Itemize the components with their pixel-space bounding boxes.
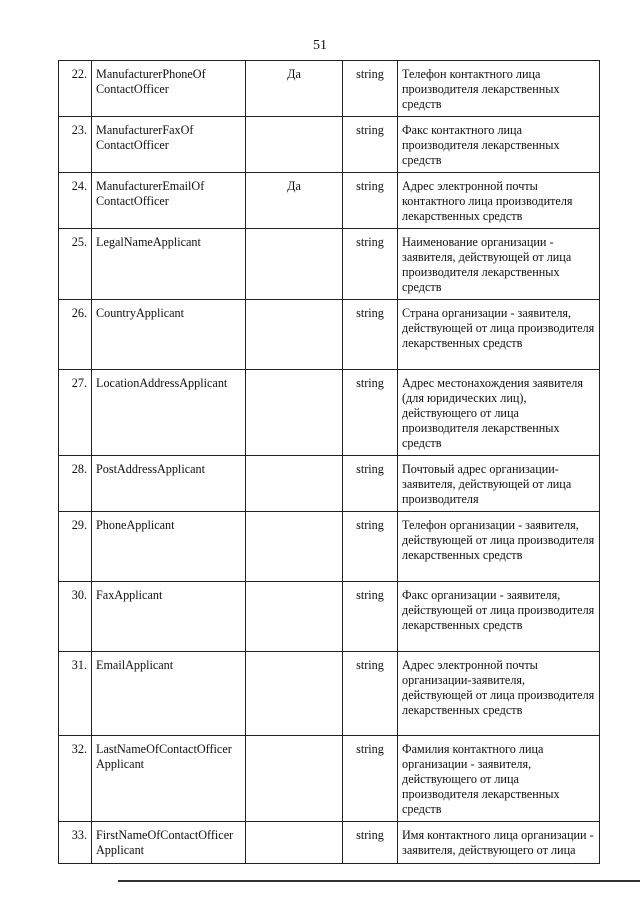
field-type: string	[343, 456, 398, 512]
table-row	[59, 300, 600, 370]
row-number: 28.	[59, 456, 92, 512]
field-name: FaxApplicant	[92, 582, 246, 652]
field-type: string	[343, 173, 398, 229]
field-name: ManufacturerEmailOf ContactOfficer	[92, 173, 246, 229]
field-name: PostAddressApplicant	[92, 456, 246, 512]
field-name: LocationAddressApplicant	[92, 370, 246, 456]
field-name: PhoneApplicant	[92, 512, 246, 582]
required-flag	[246, 736, 343, 822]
row-number: 30.	[59, 582, 92, 652]
field-name: LastNameOfContactOfficer Applicant	[92, 736, 246, 822]
field-description: Факс организации - заявителя, действующей от лица производителя лекарственных средств	[398, 582, 600, 652]
field-description: Факс контактного лица производителя лекарственных средств	[398, 117, 600, 173]
table-row	[59, 117, 600, 173]
table-row	[59, 736, 600, 822]
field-description: Страна организации - заявителя, действующей от лица производителя лекарственных средств	[398, 300, 600, 370]
row-number: 22.	[59, 61, 92, 117]
page-number: 51	[313, 38, 327, 53]
field-name: ManufacturerPhoneOf ContactOfficer	[92, 61, 246, 117]
table-row	[59, 582, 600, 652]
table-row	[59, 173, 600, 229]
table-row	[59, 822, 600, 864]
required-flag: Да	[246, 173, 343, 229]
row-number: 26.	[59, 300, 92, 370]
required-flag	[246, 512, 343, 582]
row-number: 29.	[59, 512, 92, 582]
field-type: string	[343, 512, 398, 582]
row-number: 25.	[59, 229, 92, 300]
required-flag	[246, 370, 343, 456]
field-description: Имя контактного лица организации - заявителя, действующего от лица	[398, 822, 600, 864]
field-description: Телефон контактного лица производителя лекарственных средств	[398, 61, 600, 117]
row-number: 24.	[59, 173, 92, 229]
field-type: string	[343, 582, 398, 652]
row-number: 33.	[59, 822, 92, 864]
row-number: 31.	[59, 652, 92, 736]
field-type: string	[343, 370, 398, 456]
row-number: 23.	[59, 117, 92, 173]
table-row	[59, 652, 600, 736]
row-number: 32.	[59, 736, 92, 822]
fields-table	[58, 60, 600, 864]
required-flag	[246, 456, 343, 512]
field-name: ManufacturerFaxOf ContactOfficer	[92, 117, 246, 173]
field-type: string	[343, 652, 398, 736]
row-number: 27.	[59, 370, 92, 456]
field-type: string	[343, 229, 398, 300]
required-flag	[246, 652, 343, 736]
field-description: Адрес местонахождения заявителя (для юридических лиц), действующего от лица производителя лекарственных средств	[398, 370, 600, 456]
field-description: Адрес электронной почты организации-заявителя, действующей от лица производителя лекарственных средств	[398, 652, 600, 736]
field-description: Адрес электронной почты контактного лица производителя лекарственных средств	[398, 173, 600, 229]
required-flag	[246, 582, 343, 652]
scan-edge-line	[118, 880, 640, 882]
table-row	[59, 370, 600, 456]
table-row	[59, 61, 600, 117]
required-flag	[246, 300, 343, 370]
field-type: string	[343, 736, 398, 822]
table-row	[59, 229, 600, 300]
required-flag	[246, 229, 343, 300]
field-name: CountryApplicant	[92, 300, 246, 370]
field-description: Наименование организации - заявителя, действующей от лица производителя лекарственных средств	[398, 229, 600, 300]
field-name: EmailApplicant	[92, 652, 246, 736]
field-type: string	[343, 117, 398, 173]
field-type: string	[343, 300, 398, 370]
field-name: FirstNameOfContactOfficer Applicant	[92, 822, 246, 864]
field-name: LegalNameApplicant	[92, 229, 246, 300]
field-description: Телефон организации - заявителя, действующей от лица производителя лекарственных средств	[398, 512, 600, 582]
required-flag	[246, 117, 343, 173]
field-type: string	[343, 61, 398, 117]
required-flag: Да	[246, 61, 343, 117]
table-row	[59, 456, 600, 512]
field-type: string	[343, 822, 398, 864]
required-flag	[246, 822, 343, 864]
table-row	[59, 512, 600, 582]
field-description: Фамилия контактного лица организации - заявителя, действующего от лица производителя лекарственных средств	[398, 736, 600, 822]
field-description: Почтовый адрес организации-заявителя, действующей от лица производителя	[398, 456, 600, 512]
